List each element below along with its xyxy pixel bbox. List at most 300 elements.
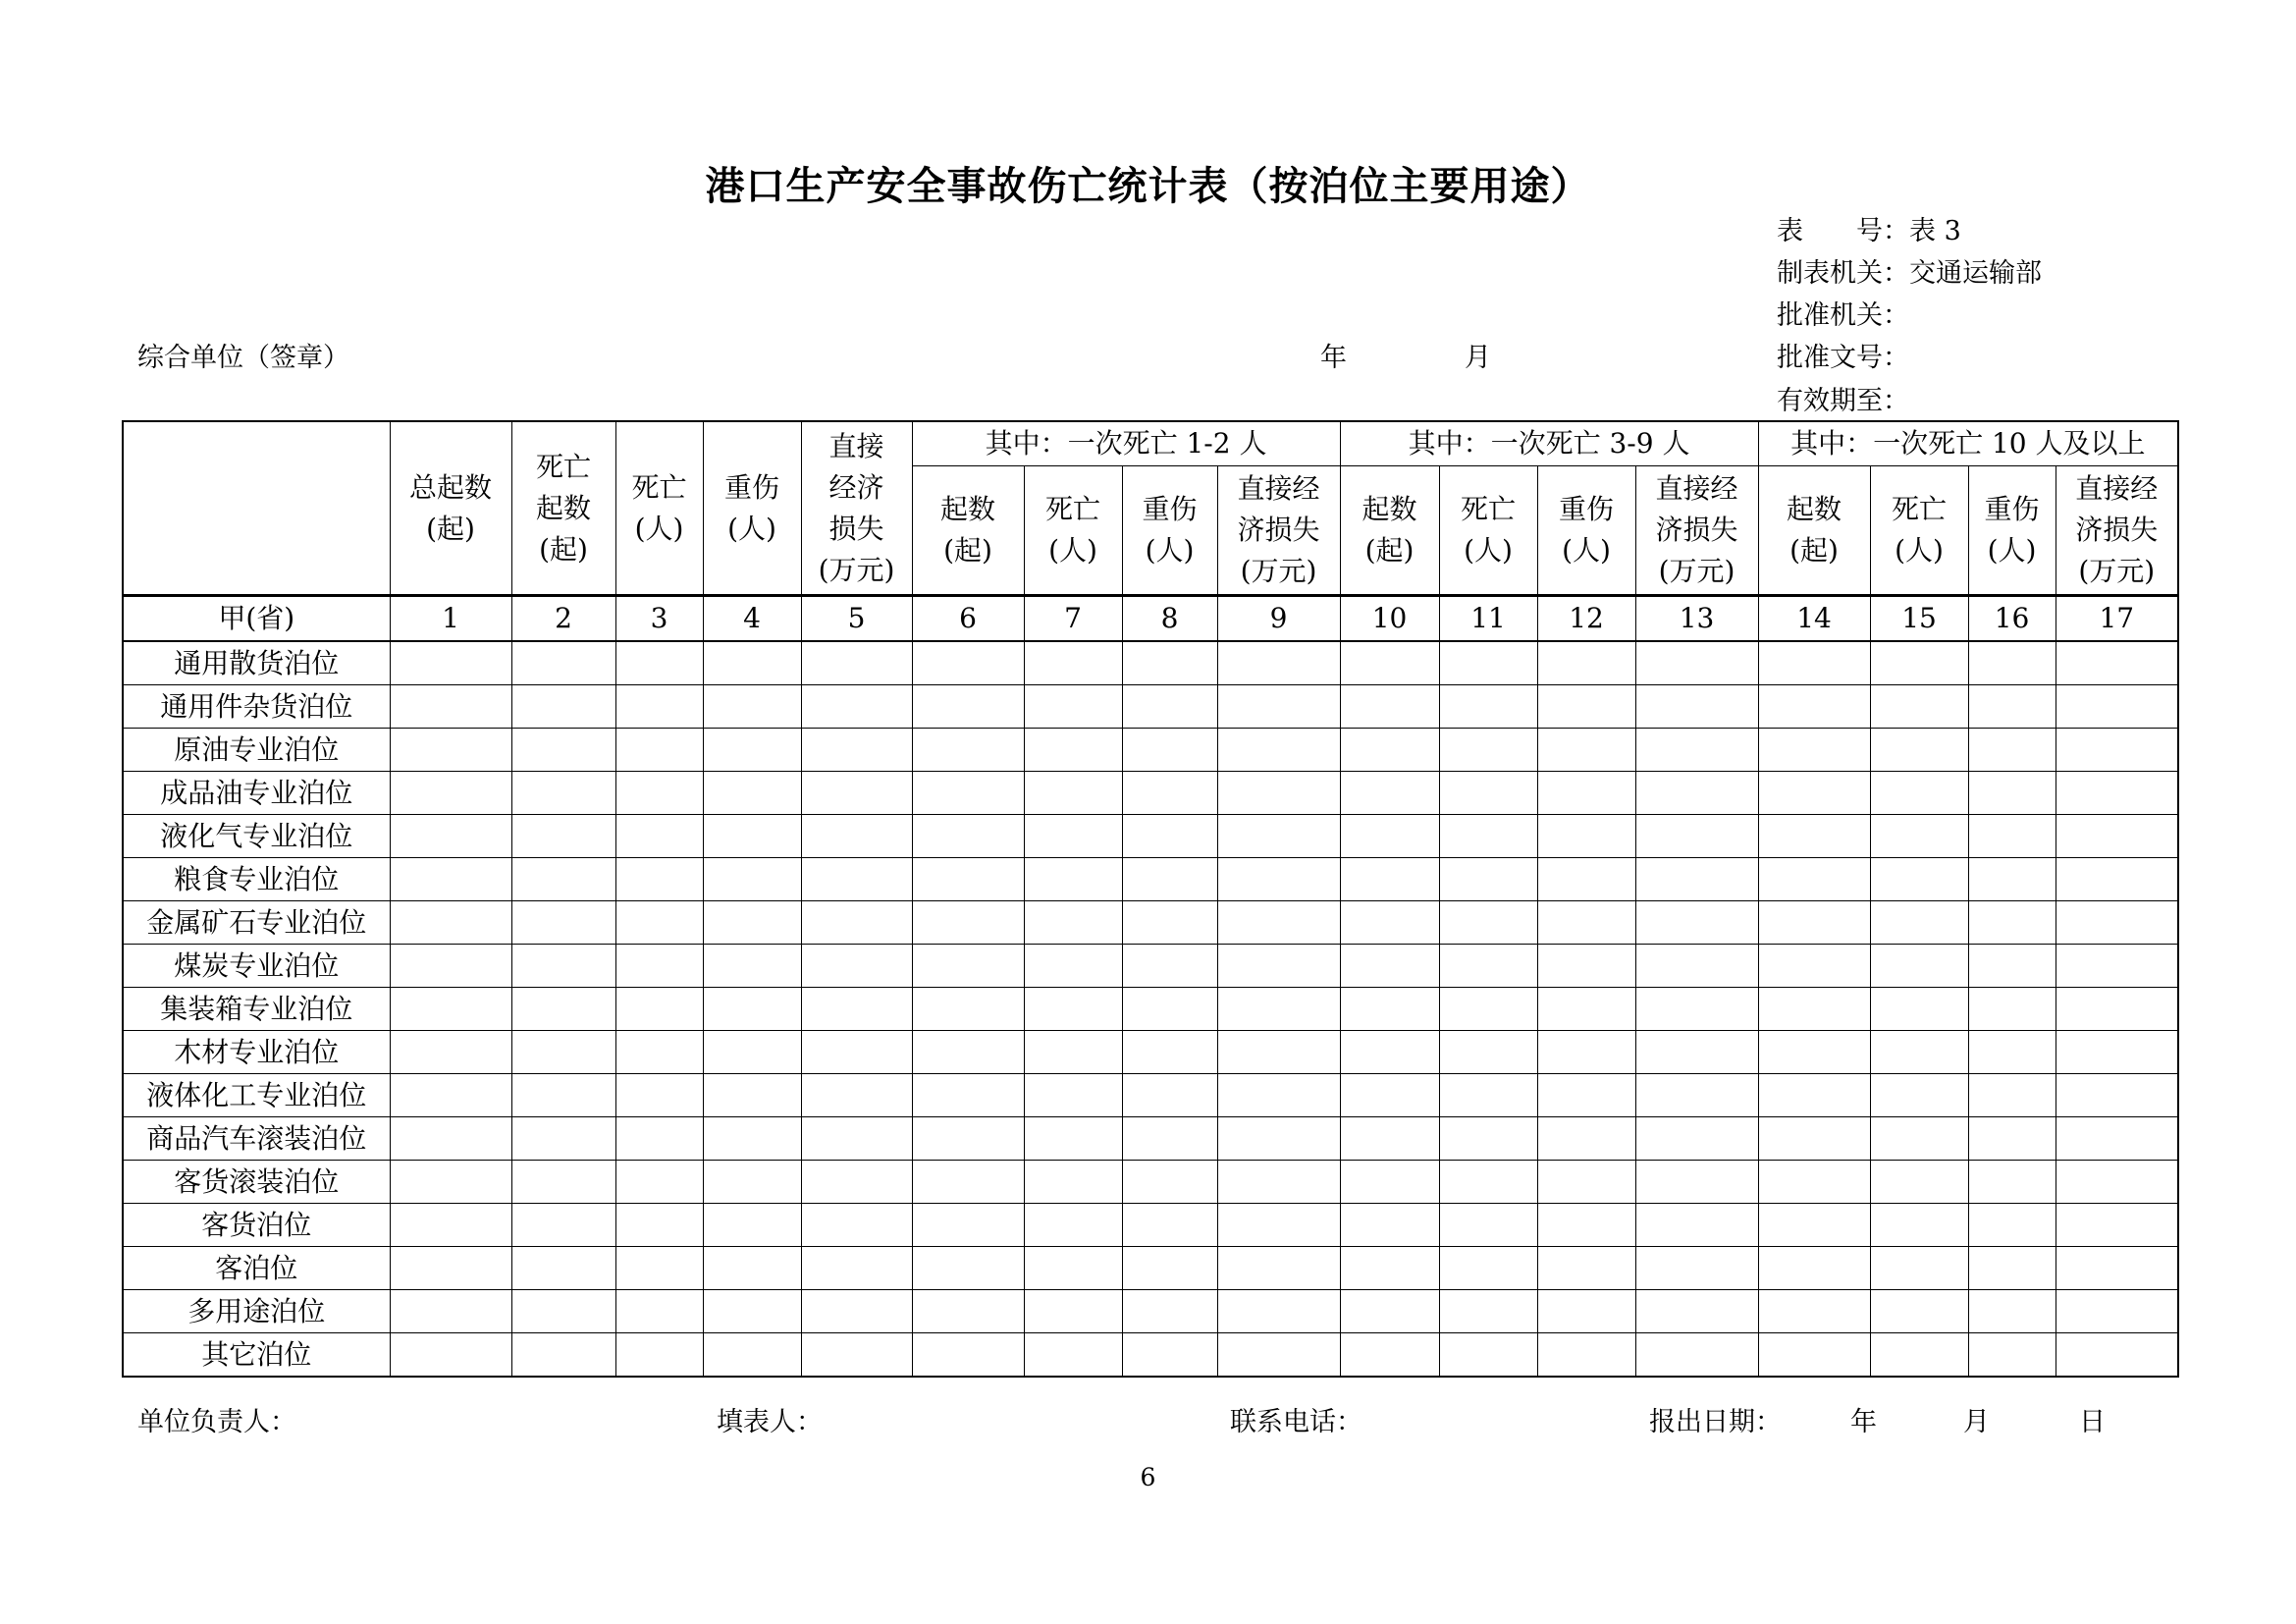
data-cell[interactable]: [1024, 1161, 1122, 1204]
data-cell[interactable]: [1635, 901, 1758, 945]
data-cell[interactable]: [1217, 1031, 1340, 1074]
data-cell[interactable]: [390, 1074, 511, 1117]
data-cell[interactable]: [1537, 901, 1635, 945]
data-cell[interactable]: [1758, 858, 1870, 901]
data-cell[interactable]: [1635, 858, 1758, 901]
data-cell[interactable]: [801, 1117, 912, 1161]
data-cell[interactable]: [1439, 858, 1537, 901]
data-cell[interactable]: [1870, 815, 1968, 858]
data-cell[interactable]: [703, 641, 801, 685]
data-cell[interactable]: [2056, 1247, 2178, 1290]
data-cell[interactable]: [2056, 1074, 2178, 1117]
data-cell[interactable]: [1340, 815, 1439, 858]
data-cell[interactable]: [615, 729, 703, 772]
data-cell[interactable]: [615, 1333, 703, 1378]
data-cell[interactable]: [511, 1074, 615, 1117]
data-cell[interactable]: [1968, 685, 2056, 729]
data-cell[interactable]: [1537, 685, 1635, 729]
data-cell[interactable]: [1635, 815, 1758, 858]
data-cell[interactable]: [1340, 1117, 1439, 1161]
data-cell[interactable]: [1870, 1204, 1968, 1247]
data-cell[interactable]: [1439, 1117, 1537, 1161]
data-cell[interactable]: [912, 988, 1024, 1031]
data-cell[interactable]: [1635, 772, 1758, 815]
data-cell[interactable]: [703, 1204, 801, 1247]
data-cell[interactable]: [511, 729, 615, 772]
data-cell[interactable]: [1024, 815, 1122, 858]
data-cell[interactable]: [1340, 858, 1439, 901]
data-cell[interactable]: [1217, 1333, 1340, 1378]
data-cell[interactable]: [1870, 988, 1968, 1031]
data-cell[interactable]: [615, 945, 703, 988]
data-cell[interactable]: [1340, 685, 1439, 729]
data-cell[interactable]: [703, 772, 801, 815]
data-cell[interactable]: [1439, 729, 1537, 772]
data-cell[interactable]: [2056, 945, 2178, 988]
data-cell[interactable]: [615, 685, 703, 729]
data-cell[interactable]: [1122, 1161, 1217, 1204]
data-cell[interactable]: [1024, 641, 1122, 685]
data-cell[interactable]: [912, 641, 1024, 685]
data-cell[interactable]: [2056, 1333, 2178, 1378]
data-cell[interactable]: [615, 988, 703, 1031]
data-cell[interactable]: [390, 641, 511, 685]
data-cell[interactable]: [912, 772, 1024, 815]
data-cell[interactable]: [1340, 1204, 1439, 1247]
data-cell[interactable]: [390, 901, 511, 945]
data-cell[interactable]: [801, 815, 912, 858]
data-cell[interactable]: [1217, 815, 1340, 858]
data-cell[interactable]: [2056, 1031, 2178, 1074]
data-cell[interactable]: [703, 1031, 801, 1074]
data-cell[interactable]: [703, 858, 801, 901]
header-group-3-9-deaths: 其中：一次死亡 3-9 人: [1340, 421, 1758, 466]
data-cell[interactable]: [390, 1247, 511, 1290]
data-cell[interactable]: [1122, 1031, 1217, 1074]
data-cell[interactable]: [1758, 815, 1870, 858]
data-cell[interactable]: [1439, 1333, 1537, 1378]
data-cell[interactable]: [615, 1031, 703, 1074]
data-cell[interactable]: [1537, 1031, 1635, 1074]
data-cell[interactable]: [1968, 858, 2056, 901]
data-cell[interactable]: [1217, 685, 1340, 729]
data-cell[interactable]: [390, 729, 511, 772]
data-cell[interactable]: [1024, 945, 1122, 988]
data-cell[interactable]: [1439, 1161, 1537, 1204]
data-cell[interactable]: [1122, 988, 1217, 1031]
data-cell[interactable]: [1537, 1290, 1635, 1333]
data-cell[interactable]: [1217, 901, 1340, 945]
data-cell[interactable]: [703, 1074, 801, 1117]
data-cell[interactable]: [2056, 1204, 2178, 1247]
data-cell[interactable]: [1537, 1204, 1635, 1247]
data-cell[interactable]: [390, 772, 511, 815]
data-cell[interactable]: [1537, 1117, 1635, 1161]
data-cell[interactable]: [615, 772, 703, 815]
data-cell[interactable]: [1968, 1074, 2056, 1117]
data-cell[interactable]: [1635, 641, 1758, 685]
data-cell[interactable]: [511, 1117, 615, 1161]
data-cell[interactable]: [801, 1290, 912, 1333]
data-cell[interactable]: [511, 685, 615, 729]
berth-type-label: 客货泊位: [123, 1204, 390, 1247]
data-cell[interactable]: [1758, 772, 1870, 815]
data-cell[interactable]: [801, 901, 912, 945]
data-cell[interactable]: [1635, 1074, 1758, 1117]
data-cell[interactable]: [801, 1204, 912, 1247]
data-cell[interactable]: [615, 901, 703, 945]
data-cell[interactable]: [1758, 988, 1870, 1031]
data-cell[interactable]: [1758, 1161, 1870, 1204]
data-cell[interactable]: [703, 945, 801, 988]
data-cell[interactable]: [511, 901, 615, 945]
data-cell[interactable]: [511, 1290, 615, 1333]
data-cell[interactable]: [511, 641, 615, 685]
data-cell[interactable]: [1024, 772, 1122, 815]
data-cell[interactable]: [615, 1204, 703, 1247]
data-cell[interactable]: [1870, 901, 1968, 945]
data-cell[interactable]: [1758, 1074, 1870, 1117]
data-cell[interactable]: [801, 729, 912, 772]
header-injuries: 重伤 (人): [703, 421, 801, 596]
data-cell[interactable]: [390, 1031, 511, 1074]
data-cell[interactable]: [1024, 1290, 1122, 1333]
data-cell[interactable]: [1870, 685, 1968, 729]
data-cell[interactable]: [1968, 901, 2056, 945]
data-cell[interactable]: [912, 815, 1024, 858]
data-cell[interactable]: [511, 815, 615, 858]
data-cell[interactable]: [1635, 1117, 1758, 1161]
data-cell[interactable]: [1537, 1247, 1635, 1290]
data-cell[interactable]: [1439, 815, 1537, 858]
data-cell[interactable]: [1340, 988, 1439, 1031]
data-cell[interactable]: [1635, 1333, 1758, 1378]
data-cell[interactable]: [1122, 1074, 1217, 1117]
data-cell[interactable]: [912, 729, 1024, 772]
data-cell[interactable]: [1122, 729, 1217, 772]
data-cell[interactable]: [511, 1204, 615, 1247]
data-cell[interactable]: [1635, 945, 1758, 988]
data-cell[interactable]: [1024, 1204, 1122, 1247]
data-cell[interactable]: [1340, 1333, 1439, 1378]
data-cell[interactable]: [1439, 1074, 1537, 1117]
berth-type-label: 通用散货泊位: [123, 641, 390, 685]
data-cell[interactable]: [801, 945, 912, 988]
data-cell[interactable]: [912, 1117, 1024, 1161]
data-cell[interactable]: [390, 1204, 511, 1247]
data-cell[interactable]: [2056, 988, 2178, 1031]
data-cell[interactable]: [1024, 988, 1122, 1031]
data-cell[interactable]: [801, 988, 912, 1031]
data-cell[interactable]: [1968, 1247, 2056, 1290]
data-cell[interactable]: [2056, 1161, 2178, 1204]
header-g3-loss: 直接经 济损失 (万元): [2056, 466, 2178, 596]
data-cell[interactable]: [1024, 858, 1122, 901]
data-cell[interactable]: [511, 945, 615, 988]
data-cell[interactable]: [703, 1290, 801, 1333]
data-cell[interactable]: [1439, 1031, 1537, 1074]
data-cell[interactable]: [801, 772, 912, 815]
data-cell[interactable]: [1340, 1290, 1439, 1333]
data-cell[interactable]: [1439, 1247, 1537, 1290]
data-cell[interactable]: [1122, 815, 1217, 858]
data-cell[interactable]: [1217, 1247, 1340, 1290]
data-cell[interactable]: [703, 1161, 801, 1204]
data-cell[interactable]: [1217, 945, 1340, 988]
data-cell[interactable]: [1968, 729, 2056, 772]
data-cell[interactable]: [1217, 1290, 1340, 1333]
data-cell[interactable]: [1439, 901, 1537, 945]
data-cell[interactable]: [1758, 685, 1870, 729]
header-g2-loss: 直接经 济损失 (万元): [1635, 466, 1758, 596]
data-cell[interactable]: [1537, 772, 1635, 815]
data-cell[interactable]: [1439, 945, 1537, 988]
data-cell[interactable]: [1635, 685, 1758, 729]
data-cell[interactable]: [615, 1247, 703, 1290]
data-cell[interactable]: [511, 1333, 615, 1378]
data-cell[interactable]: [912, 1074, 1024, 1117]
data-cell[interactable]: [1758, 1031, 1870, 1074]
data-cell[interactable]: [912, 901, 1024, 945]
data-cell[interactable]: [1635, 729, 1758, 772]
data-cell[interactable]: [2056, 641, 2178, 685]
data-cell[interactable]: [390, 945, 511, 988]
data-cell[interactable]: [912, 1031, 1024, 1074]
data-cell[interactable]: [1340, 901, 1439, 945]
data-cell[interactable]: [801, 858, 912, 901]
data-cell[interactable]: [801, 1333, 912, 1378]
data-cell[interactable]: [1537, 641, 1635, 685]
data-cell[interactable]: [703, 685, 801, 729]
data-cell[interactable]: [1870, 772, 1968, 815]
data-cell[interactable]: [801, 1074, 912, 1117]
data-cell[interactable]: [1217, 858, 1340, 901]
data-cell[interactable]: [1758, 729, 1870, 772]
data-cell[interactable]: [1537, 729, 1635, 772]
data-cell[interactable]: [1217, 641, 1340, 685]
data-cell[interactable]: [1340, 1247, 1439, 1290]
data-cell[interactable]: [1870, 1161, 1968, 1204]
data-cell[interactable]: [1439, 988, 1537, 1031]
data-cell[interactable]: [615, 815, 703, 858]
data-cell[interactable]: [1439, 1204, 1537, 1247]
data-cell[interactable]: [615, 858, 703, 901]
data-cell[interactable]: [1340, 729, 1439, 772]
data-cell[interactable]: [912, 1204, 1024, 1247]
data-cell[interactable]: [1340, 641, 1439, 685]
data-cell[interactable]: [615, 1117, 703, 1161]
data-cell[interactable]: [1968, 1117, 2056, 1161]
data-cell[interactable]: [1635, 1161, 1758, 1204]
data-cell[interactable]: [703, 901, 801, 945]
data-cell[interactable]: [912, 858, 1024, 901]
data-cell[interactable]: [1537, 1074, 1635, 1117]
data-cell[interactable]: [1217, 1161, 1340, 1204]
data-cell[interactable]: [703, 1247, 801, 1290]
data-cell[interactable]: [1758, 1333, 1870, 1378]
data-cell[interactable]: [1968, 1031, 2056, 1074]
data-cell[interactable]: [511, 858, 615, 901]
data-cell[interactable]: [390, 685, 511, 729]
data-cell[interactable]: [1122, 1247, 1217, 1290]
data-cell[interactable]: [1122, 945, 1217, 988]
column-number-cell: 9: [1217, 596, 1340, 642]
data-cell[interactable]: [1217, 988, 1340, 1031]
data-cell[interactable]: [2056, 815, 2178, 858]
data-cell[interactable]: [1870, 858, 1968, 901]
data-cell[interactable]: [1758, 945, 1870, 988]
data-cell[interactable]: [1968, 1290, 2056, 1333]
data-cell[interactable]: [703, 1333, 801, 1378]
data-cell[interactable]: [1439, 772, 1537, 815]
data-cell[interactable]: [1340, 1074, 1439, 1117]
data-cell[interactable]: [511, 988, 615, 1031]
header-death-count: 死亡 起数 (起): [511, 421, 615, 596]
data-cell[interactable]: [912, 1333, 1024, 1378]
data-cell[interactable]: [1217, 772, 1340, 815]
data-cell[interactable]: [390, 815, 511, 858]
data-cell[interactable]: [1024, 729, 1122, 772]
data-cell[interactable]: [1122, 685, 1217, 729]
data-cell[interactable]: [390, 1290, 511, 1333]
data-cell[interactable]: [1340, 1031, 1439, 1074]
data-cell[interactable]: [390, 858, 511, 901]
data-cell[interactable]: [1758, 901, 1870, 945]
data-cell[interactable]: [1122, 901, 1217, 945]
data-cell[interactable]: [511, 1031, 615, 1074]
data-cell[interactable]: [615, 1161, 703, 1204]
data-cell[interactable]: [1024, 1031, 1122, 1074]
data-cell[interactable]: [912, 1290, 1024, 1333]
data-cell[interactable]: [1122, 641, 1217, 685]
data-cell[interactable]: [801, 1031, 912, 1074]
data-cell[interactable]: [1122, 772, 1217, 815]
data-cell[interactable]: [703, 729, 801, 772]
data-cell[interactable]: [1439, 641, 1537, 685]
data-cell[interactable]: [2056, 901, 2178, 945]
data-cell[interactable]: [1537, 988, 1635, 1031]
data-cell[interactable]: [390, 988, 511, 1031]
data-cell[interactable]: [2056, 858, 2178, 901]
data-cell[interactable]: [1024, 685, 1122, 729]
data-cell[interactable]: [511, 1247, 615, 1290]
data-cell[interactable]: [1635, 1031, 1758, 1074]
data-cell[interactable]: [1870, 1247, 1968, 1290]
data-cell[interactable]: [390, 1333, 511, 1378]
data-cell[interactable]: [615, 1290, 703, 1333]
data-cell[interactable]: [1122, 1290, 1217, 1333]
data-cell[interactable]: [703, 988, 801, 1031]
data-cell[interactable]: [1439, 1290, 1537, 1333]
data-cell[interactable]: [1439, 685, 1537, 729]
data-cell[interactable]: [1870, 729, 1968, 772]
data-cell[interactable]: [1340, 772, 1439, 815]
data-cell[interactable]: [1217, 1074, 1340, 1117]
data-cell[interactable]: [1968, 1333, 2056, 1378]
data-cell[interactable]: [1870, 641, 1968, 685]
data-cell[interactable]: [1758, 1247, 1870, 1290]
data-cell[interactable]: [2056, 1290, 2178, 1333]
data-cell[interactable]: [912, 1247, 1024, 1290]
data-cell[interactable]: [390, 1161, 511, 1204]
data-cell[interactable]: [1968, 988, 2056, 1031]
data-cell[interactable]: [1635, 1290, 1758, 1333]
column-number-cell: 12: [1537, 596, 1635, 642]
data-cell[interactable]: [1758, 1290, 1870, 1333]
data-cell[interactable]: [1537, 858, 1635, 901]
data-cell[interactable]: [2056, 729, 2178, 772]
data-cell[interactable]: [2056, 772, 2178, 815]
data-cell[interactable]: [2056, 685, 2178, 729]
statistics-table-wrapper: [122, 420, 2179, 1378]
data-cell[interactable]: [1870, 945, 1968, 988]
data-cell[interactable]: [703, 815, 801, 858]
data-cell[interactable]: [1024, 1117, 1122, 1161]
data-cell[interactable]: [1537, 945, 1635, 988]
data-cell[interactable]: [912, 945, 1024, 988]
data-cell[interactable]: [801, 641, 912, 685]
data-cell[interactable]: [1340, 945, 1439, 988]
data-cell[interactable]: [1870, 1333, 1968, 1378]
data-cell[interactable]: [801, 1161, 912, 1204]
data-cell[interactable]: [1758, 641, 1870, 685]
data-cell[interactable]: [615, 1074, 703, 1117]
data-cell[interactable]: [912, 1161, 1024, 1204]
data-cell[interactable]: [1635, 1247, 1758, 1290]
data-cell[interactable]: [1217, 729, 1340, 772]
data-cell[interactable]: [1968, 1161, 2056, 1204]
data-cell[interactable]: [1537, 1333, 1635, 1378]
data-cell[interactable]: [1870, 1074, 1968, 1117]
data-cell[interactable]: [1024, 1247, 1122, 1290]
data-cell[interactable]: [1635, 988, 1758, 1031]
data-cell[interactable]: [801, 685, 912, 729]
data-cell[interactable]: [1217, 1117, 1340, 1161]
data-cell[interactable]: [1758, 1204, 1870, 1247]
data-cell[interactable]: [1635, 1204, 1758, 1247]
data-cell[interactable]: [511, 772, 615, 815]
table-row: [123, 945, 2178, 988]
data-cell[interactable]: [1024, 1333, 1122, 1378]
data-cell[interactable]: [1122, 858, 1217, 901]
data-cell[interactable]: [1870, 1031, 1968, 1074]
data-cell[interactable]: [1024, 901, 1122, 945]
data-cell[interactable]: [511, 1161, 615, 1204]
data-cell[interactable]: [1122, 1117, 1217, 1161]
data-cell[interactable]: [615, 641, 703, 685]
data-cell[interactable]: [1870, 1117, 1968, 1161]
data-cell[interactable]: [1968, 772, 2056, 815]
data-cell[interactable]: [1968, 641, 2056, 685]
data-cell[interactable]: [1968, 815, 2056, 858]
data-cell[interactable]: [1217, 1204, 1340, 1247]
data-cell[interactable]: [1537, 815, 1635, 858]
data-cell[interactable]: [1758, 1117, 1870, 1161]
data-cell[interactable]: [1968, 1204, 2056, 1247]
data-cell[interactable]: [801, 1247, 912, 1290]
data-cell[interactable]: [1340, 1161, 1439, 1204]
data-cell[interactable]: [390, 1117, 511, 1161]
data-cell[interactable]: [1968, 945, 2056, 988]
data-cell[interactable]: [1122, 1204, 1217, 1247]
data-cell[interactable]: [912, 685, 1024, 729]
data-cell[interactable]: [1537, 1161, 1635, 1204]
data-cell[interactable]: [2056, 1117, 2178, 1161]
data-cell[interactable]: [1024, 1074, 1122, 1117]
data-cell[interactable]: [703, 1117, 801, 1161]
data-cell[interactable]: [1870, 1290, 1968, 1333]
data-cell[interactable]: [1122, 1333, 1217, 1378]
